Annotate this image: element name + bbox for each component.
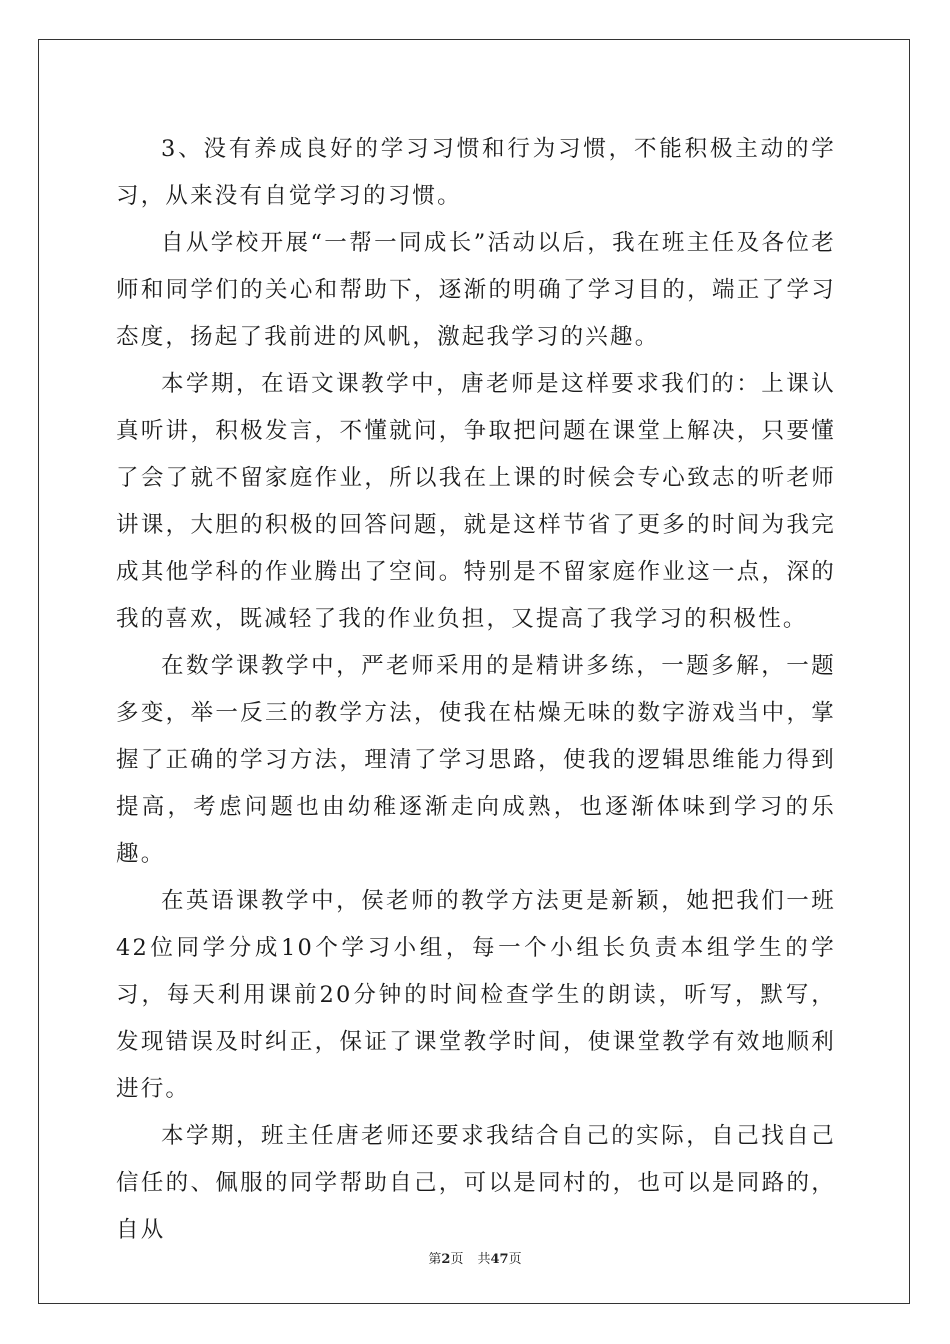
page-number: 2 (441, 1252, 451, 1267)
paragraph-1: 3、没有养成良好的学习习惯和行为习惯，不能积极主动的学习，从来没有自觉学习的习惯。 (116, 136, 836, 209)
total-prefix: 共 (477, 1252, 491, 1267)
total-pages: 47 (490, 1252, 509, 1267)
paragraph-6: 本学期，班主任唐老师还要求我结合自己的实际，自己找自己信任的、佩服的同学帮助自己，可以是同村的，也可以是同路的，自从 (116, 1123, 836, 1243)
page-suffix: 页 (450, 1252, 464, 1267)
page-prefix: 第 (428, 1252, 442, 1267)
page-footer (0, 1248, 950, 1267)
total-suffix: 页 (508, 1252, 522, 1267)
paragraph-4: 在数学课教学中，严老师采用的是精讲多练，一题多解，一题多变，举一反三的教学方法，使我在枯燥无味的数字游戏当中，掌握了正确的学习方法，理清了学习思路，使我的逻辑思维能力得到提高，考虑问题也由幼稚逐渐走向成熟，也逐渐体味到学习的乐趣。 (116, 653, 836, 867)
paragraph-2: 自从学校开展“一帮一同成长”活动以后，我在班主任及各位老师和同学们的关心和帮助下，逐渐的明确了学习目的，端正了学习态度，扬起了我前进的风帆，激起我学习的兴趣。 (116, 230, 836, 350)
paragraph-5: 在英语课教学中，侯老师的教学方法更是新颖，她把我们一班42位同学分成10个学习小组，每一个小组长负责本组学生的学习，每天利用课前20分钟的时间检查学生的朗读，听写，默写，发现错误及时纠正，保证了课堂教学时间，使课堂教学有效地顺利进行。 (116, 888, 836, 1102)
document-body (116, 126, 836, 1254)
paragraph-3: 本学期，在语文课教学中，唐老师是这样要求我们的：上课认真听讲，积极发言，不懂就问，争取把问题在课堂上解决，只要懂了会了就不留家庭作业，所以我在上课的时候会专心致志的听老师讲课，大胆的积极的回答问题，就是这样节省了更多的时间为我完成其他学科的作业腾出了空间。特别是不留家庭作业这一点，深的我的喜欢，既减轻了我的作业负担，又提高了我学习的积极性。 (116, 371, 836, 632)
